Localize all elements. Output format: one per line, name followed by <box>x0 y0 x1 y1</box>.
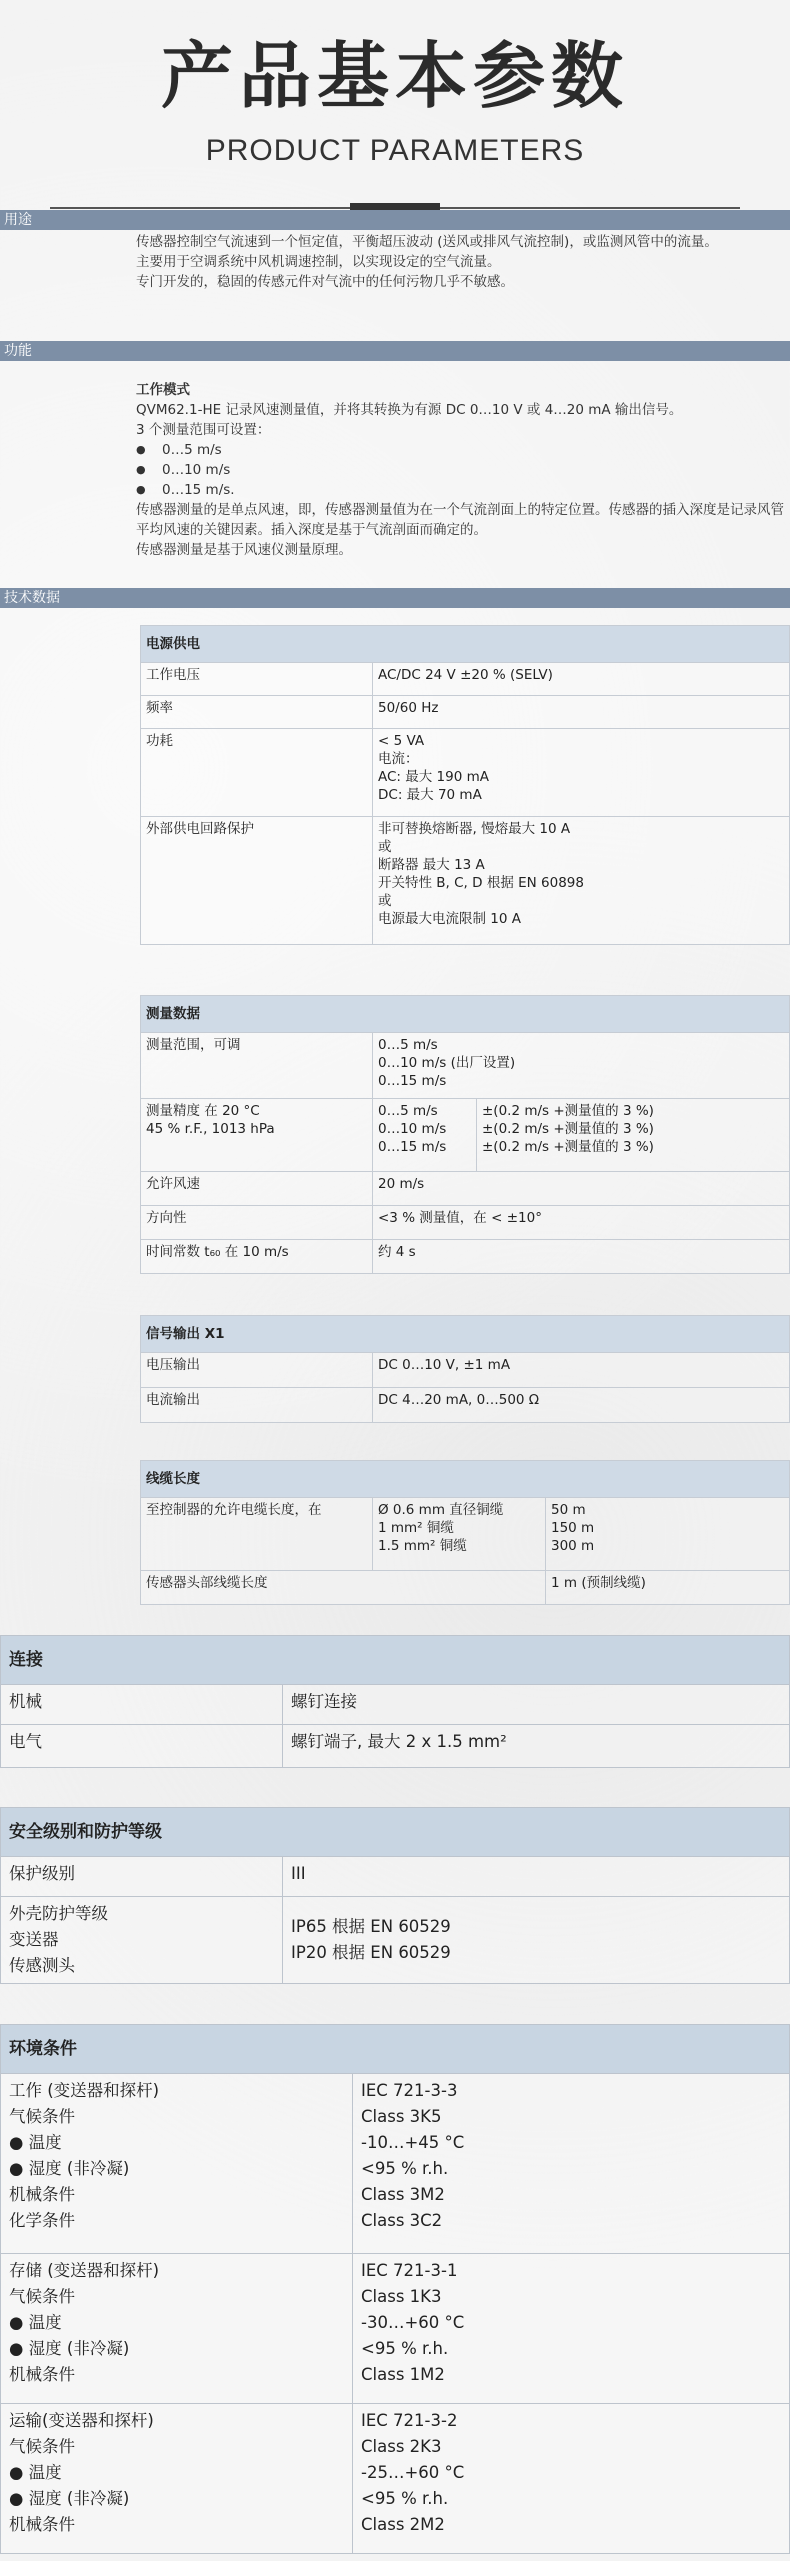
connection-title: 连接 <box>1 1636 790 1685</box>
cable-length-title: 线缆长度 <box>141 1461 790 1498</box>
section-band-function: 功能 <box>0 341 790 361</box>
storage-conditions-label: 存储 (变送器和探杆) 气候条件 ● 温度 ● 湿度 (非冷凝) 机械条件 <box>1 2254 353 2404</box>
measurement-table <box>140 995 790 1274</box>
allowed-speed-label: 允许风速 <box>141 1172 373 1206</box>
signal-output-title: 信号输出 X1 <box>141 1316 790 1353</box>
housing-protection-label: 外壳防护等级 变送器 传感测头 <box>1 1897 283 1984</box>
cable-types: Ø 0.6 mm 直径铜缆 1 mm² 铜缆 1.5 mm² 铜缆 <box>373 1498 546 1571</box>
consumption-value: < 5 VA 电流： AC: 最大 190 mA DC: 最大 70 mA <box>373 729 790 817</box>
function-note: 传感器测量的是单点风速，即，传感器测量值为在一个气流剖面上的特定位置。传感器的插入深度是记录风管平均风速的关键因素。插入深度是基于气流剖面而确定的。 <box>136 502 784 538</box>
voltage-label: 工作电压 <box>141 663 373 696</box>
time-constant-label: 时间常数 t₆₀ 在 10 m/s <box>141 1240 373 1274</box>
ranges-intro: 3 个测量范围可设置： <box>136 422 271 438</box>
environment-table <box>0 2024 790 2554</box>
accuracy-label: 测量精度 在 20 °C 45 % r.F., 1013 hPa <box>141 1099 373 1172</box>
mechanical-value: 螺钉连接 <box>283 1685 790 1725</box>
voltage-output-label: 电压输出 <box>141 1353 373 1388</box>
electrical-value: 螺钉端子, 最大 2 x 1.5 mm² <box>283 1725 790 1768</box>
section-band-tech: 技术数据 <box>0 588 790 608</box>
range-item: ● 0…15 m/s. <box>136 480 790 500</box>
cable-allowed-label: 至控制器的允许电缆长度，在 <box>141 1498 373 1571</box>
safety-title: 安全级别和防护等级 <box>1 1808 790 1857</box>
power-supply-title: 电源供电 <box>141 626 790 663</box>
allowed-speed-value: 20 m/s <box>373 1172 790 1206</box>
range-item: ● 0…5 m/s <box>136 440 790 460</box>
operation-conditions-value: IEC 721-3-3 Class 3K5 -10…+45 °C <95 % r.h. Class 3M2 Class 3C2 <box>353 2074 790 2254</box>
usage-line: 传感器控制空气流速到一个恒定值，平衡超压波动 (送风或排风气流控制)，或监测风管中的流量。 <box>136 234 718 250</box>
current-output-label: 电流输出 <box>141 1388 373 1423</box>
page-subtitle: PRODUCT PARAMETERS <box>205 134 585 167</box>
function-text <box>136 380 790 560</box>
sensor-head-cable-label: 传感器头部线缆长度 <box>141 1571 546 1605</box>
electrical-label: 电气 <box>1 1725 283 1768</box>
frequency-label: 频率 <box>141 696 373 729</box>
section-band-usage: 用途 <box>0 210 790 230</box>
voltage-output-value: DC 0…10 V, ±1 mA <box>373 1353 790 1388</box>
page-header <box>0 0 790 210</box>
current-output-value: DC 4…20 mA, 0…500 Ω <box>373 1388 790 1423</box>
usage-line: 主要用于空调系统中风机调速控制，以实现设定的空气流量。 <box>136 254 501 270</box>
connection-table <box>0 1635 790 1768</box>
housing-protection-value: IP65 根据 EN 60529 IP20 根据 EN 60529 <box>283 1897 790 1984</box>
range-label: 测量范围，可调 <box>141 1033 373 1099</box>
time-constant-value: 约 4 s <box>373 1240 790 1274</box>
consumption-label: 功耗 <box>141 729 373 817</box>
mode-description: QVM62.1-HE 记录风速测量值，并将其转换为有源 DC 0…10 V 或 4…20 mA 输出信号。 <box>136 402 683 418</box>
page-title: 产品基本参数 <box>160 34 629 118</box>
accuracy-ranges: 0…5 m/s 0…10 m/s 0…15 m/s <box>373 1099 477 1172</box>
frequency-value: 50/60 Hz <box>373 696 790 729</box>
range-item: ● 0…10 m/s <box>136 460 790 480</box>
measurement-title: 测量数据 <box>141 996 790 1033</box>
transport-conditions-value: IEC 721-3-2 Class 2K3 -25…+60 °C <95 % r.h. Class 2M2 <box>353 2404 790 2554</box>
direction-label: 方向性 <box>141 1206 373 1240</box>
cable-lengths: 50 m 150 m 300 m <box>546 1498 790 1571</box>
protection-class-value: III <box>283 1857 790 1897</box>
safety-table <box>0 1807 790 1984</box>
direction-value: <3 % 测量值，在 < ±10° <box>373 1206 790 1240</box>
protection-label: 外部供电回路保护 <box>141 817 373 945</box>
mode-title: 工作模式 <box>136 382 190 398</box>
cable-length-table <box>140 1460 790 1605</box>
sensor-head-cable-value: 1 m (预制线缆) <box>546 1571 790 1605</box>
accuracy-values: ±(0.2 m/s +测量值的 3 %) ±(0.2 m/s +测量值的 3 %) ±(0.2 m/s +测量值的 3 %) <box>477 1099 790 1172</box>
voltage-value: AC/DC 24 V ±20 % (SELV) <box>373 663 790 696</box>
storage-conditions-value: IEC 721-3-1 Class 1K3 -30…+60 °C <95 % r.h. Class 1M2 <box>353 2254 790 2404</box>
power-supply-table <box>140 625 790 945</box>
usage-text <box>136 232 786 292</box>
transport-conditions-label: 运输(变送器和探杆) 气候条件 ● 温度 ● 湿度 (非冷凝) 机械条件 <box>1 2404 353 2554</box>
protection-value: 非可替换熔断器, 慢熔最大 10 A 或 断路器 最大 13 A 开关特性 B, C, D 根据 EN 60898 或 电源最大电流限制 10 A <box>373 817 790 945</box>
operation-conditions-label: 工作 (变送器和探杆) 气候条件 ● 温度 ● 湿度 (非冷凝) 机械条件 化学条件 <box>1 2074 353 2254</box>
protection-class-label: 保护级别 <box>1 1857 283 1897</box>
environment-title: 环境条件 <box>1 2025 790 2074</box>
range-value: 0…5 m/s 0…10 m/s (出厂设置) 0…15 m/s <box>373 1033 790 1099</box>
mechanical-label: 机械 <box>1 1685 283 1725</box>
usage-line: 专门开发的，稳固的传感元件对气流中的任何污物几乎不敏感。 <box>136 274 514 290</box>
function-note: 传感器测量是基于风速仪测量原理。 <box>136 542 352 558</box>
signal-output-table <box>140 1315 790 1423</box>
